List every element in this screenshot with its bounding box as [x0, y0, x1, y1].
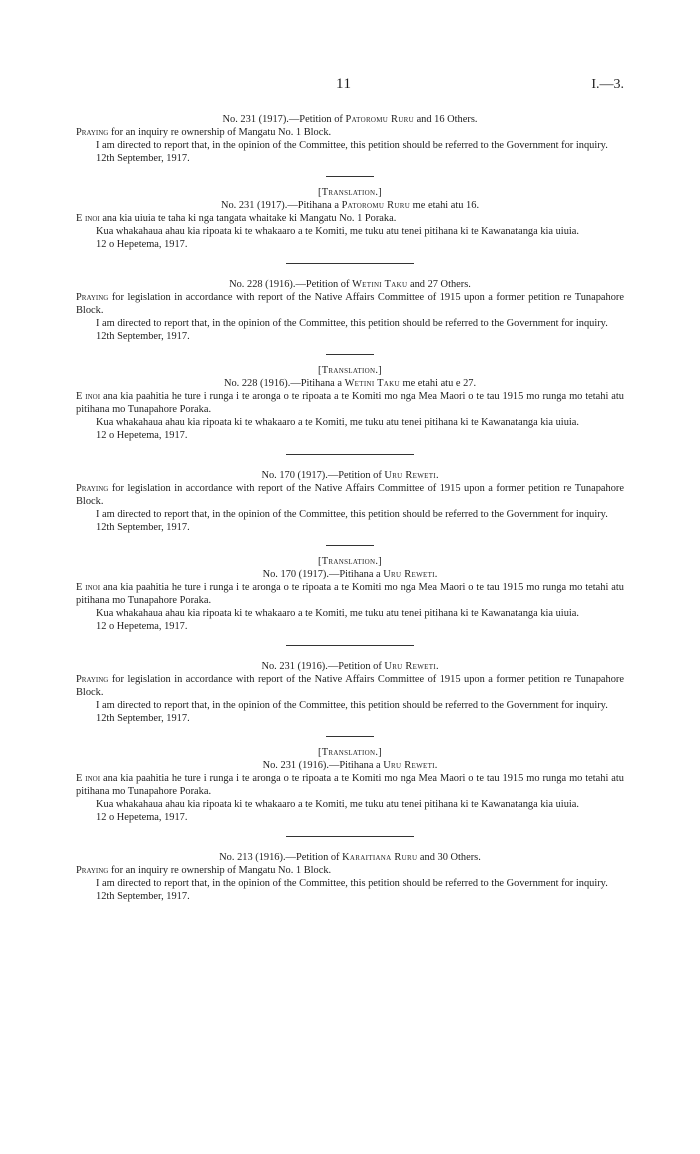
prayer-text: for legislation in accordance with report of the Native Affairs Committee of 1915 upon a former petition re Tunapahore Block. — [76, 483, 624, 507]
title-suffix: me etahi atu e 27. — [399, 378, 477, 389]
prayer-paragraph — [76, 291, 624, 317]
petitioner-name: Patoromu Ruru — [341, 200, 411, 211]
petitioner-name: Karaitiana Ruru — [342, 852, 418, 863]
report-paragraph: I am directed to report that, in the opinion of the Committee, this petition should be referred to the Government for inquiry. — [96, 878, 608, 889]
prayer-text: for an inquiry re ownership of Mangatu No. 1 Block. — [108, 865, 332, 876]
long-divider — [286, 263, 414, 264]
report-date: 12th September, 1917. — [96, 713, 190, 724]
prayer-lead: Praying — [76, 292, 109, 303]
prayer-lead: E inoi — [76, 213, 100, 224]
title-suffix: . — [435, 661, 439, 672]
long-divider — [286, 645, 414, 646]
long-divider — [286, 454, 414, 455]
prayer-lead: Praying — [76, 865, 109, 876]
petition-entry — [76, 469, 624, 646]
translation-title — [76, 199, 624, 212]
prayer-text: ana kia paahitia he ture i runga i te aronga o te ripoata a te Komiti mo nga Mea Maori o te tau 1915 mo runga mo tetahi atu pitihana mo Tunapahore Poraka. — [76, 582, 625, 606]
petitioner-name: Uru Reweti — [384, 470, 436, 481]
petition-entry — [76, 278, 624, 455]
prayer-paragraph — [76, 864, 624, 877]
translation-date: 12 o Hepetema, 1917. — [96, 812, 188, 823]
prayer-lead: Praying — [76, 483, 109, 494]
title-prefix: No. 213 (1916).—Petition of — [219, 852, 343, 863]
translation-prayer-paragraph — [76, 390, 624, 416]
translation-title — [76, 568, 624, 581]
long-divider — [286, 836, 414, 837]
title-prefix: No. 231 (1917).—Pitihana a — [220, 200, 342, 211]
title-prefix: No. 231 (1916).—Pitihana a — [262, 760, 384, 771]
title-suffix: . — [434, 569, 438, 580]
translation-title — [76, 377, 624, 390]
petitioner-name: Uru Reweti — [383, 760, 435, 771]
title-prefix: No. 231 (1916).—Petition of — [261, 661, 385, 672]
title-suffix: and 30 Others. — [417, 852, 481, 863]
page-content — [76, 113, 624, 903]
title-prefix: No. 170 (1917).—Petition of — [261, 470, 385, 481]
translation-title — [76, 759, 624, 772]
translation-report-paragraph: Kua whakahaua ahau kia ripoata ki te whakaaro a te Komiti, me tuku atu tenei pitihana ki te Kawanatanga kia uiuia. — [96, 226, 579, 237]
report-paragraph: I am directed to report that, in the opinion of the Committee, this petition should be referred to the Government for inquiry. — [96, 509, 608, 520]
report-date: 12th September, 1917. — [96, 522, 190, 533]
prayer-lead: E inoi — [76, 773, 101, 784]
prayer-paragraph — [76, 482, 624, 508]
prayer-paragraph — [76, 673, 624, 699]
prayer-paragraph — [76, 126, 624, 139]
petitioner-name: Wetini Taku — [344, 378, 400, 389]
translation-report-paragraph: Kua whakahaua ahau kia ripoata ki te whakaaro a te Komiti, me tuku atu tenei pitihana ki te Kawanatanga kia uiuia. — [96, 608, 579, 619]
prayer-text: ana kia paahitia he ture i runga i te aronga o te ripoata a te Komiti mo nga Mea Maori o te tau 1915 mo runga mo tetahi atu pitihana mo Tunapahore Poraka. — [76, 391, 625, 415]
short-divider — [326, 176, 374, 177]
report-date: 12th September, 1917. — [96, 331, 190, 342]
petition-title — [76, 113, 624, 126]
translation-date: 12 o Hepetema, 1917. — [96, 430, 188, 441]
title-suffix: . — [434, 760, 438, 771]
short-divider — [326, 736, 374, 737]
title-prefix: No. 228 (1916).—Pitihana a — [223, 378, 345, 389]
petition-title — [76, 278, 624, 291]
page-header — [0, 78, 700, 98]
translation-label: [Translation.] — [317, 365, 382, 376]
title-prefix: No. 228 (1916).—Petition of — [229, 279, 353, 290]
report-paragraph: I am directed to report that, in the opinion of the Committee, this petition should be referred to the Government for inquiry. — [96, 700, 608, 711]
prayer-lead: Praying — [76, 127, 109, 138]
translation-date: 12 o Hepetema, 1917. — [96, 621, 188, 632]
petition-title — [76, 660, 624, 673]
petition-title — [76, 469, 624, 482]
title-suffix: and 16 Others. — [413, 114, 478, 125]
translation-prayer-paragraph — [76, 772, 624, 798]
prayer-text: for legislation in accordance with report of the Native Affairs Committee of 1915 upon a former petition re Tunapahore Block. — [76, 674, 624, 698]
prayer-lead: E inoi — [76, 582, 101, 593]
title-prefix: No. 170 (1917).—Pitihana a — [262, 569, 384, 580]
report-paragraph: I am directed to report that, in the opinion of the Committee, this petition should be referred to the Government for inquiry. — [96, 140, 608, 151]
translation-prayer-paragraph — [76, 212, 624, 225]
petition-entry — [76, 113, 624, 264]
report-paragraph: I am directed to report that, in the opinion of the Committee, this petition should be referred to the Government for inquiry. — [96, 318, 608, 329]
petition-entry — [76, 851, 624, 903]
prayer-lead: E inoi — [76, 391, 101, 402]
title-suffix: and 27 Others. — [407, 279, 471, 290]
petition-entry — [76, 660, 624, 837]
translation-label: [Translation.] — [317, 187, 382, 198]
title-suffix: me etahi atu 16. — [410, 200, 480, 211]
title-suffix: . — [435, 470, 439, 481]
petitioner-name: Uru Reweti — [384, 661, 436, 672]
petition-title — [76, 851, 624, 864]
document-reference: I.—3. — [591, 77, 624, 92]
page-number: 11 — [336, 76, 352, 92]
title-prefix: No. 231 (1917).—Petition of — [222, 114, 346, 125]
short-divider — [326, 354, 374, 355]
petitioner-name: Wetini Taku — [352, 279, 408, 290]
report-date: 12th September, 1917. — [96, 891, 190, 902]
prayer-lead: Praying — [76, 674, 109, 685]
translation-report-paragraph: Kua whakahaua ahau kia ripoata ki te whakaaro a te Komiti, me tuku atu tenei pitihana ki te Kawanatanga kia uiuia. — [96, 799, 579, 810]
report-date: 12th September, 1917. — [96, 153, 190, 164]
prayer-text: ana kia paahitia he ture i runga i te aronga o te ripoata a te Komiti mo nga Mea Maori o te tau 1915 mo runga mo tetahi atu pitihana mo Tunapahore Poraka. — [76, 773, 625, 797]
translation-label: [Translation.] — [317, 556, 382, 567]
translation-date: 12 o Hepetema, 1917. — [96, 239, 188, 250]
short-divider — [326, 545, 374, 546]
prayer-text: for an inquiry re ownership of Mangatu No. 1 Block. — [108, 127, 332, 138]
translation-report-paragraph: Kua whakahaua ahau kia ripoata ki te whakaaro a te Komiti, me tuku atu tenei pitihana ki te Kawanatanga kia uiuia. — [96, 417, 579, 428]
translation-label: [Translation.] — [317, 747, 382, 758]
petitioner-name: Patoromu Ruru — [345, 114, 414, 125]
translation-prayer-paragraph — [76, 581, 624, 607]
petitioner-name: Uru Reweti — [383, 569, 435, 580]
prayer-text: for legislation in accordance with report of the Native Affairs Committee of 1915 upon a former petition re Tunapahore Block. — [76, 292, 624, 316]
prayer-text: ana kia uiuia te taha ki nga tangata whaitake ki Mangatu No. 1 Poraka. — [99, 213, 397, 224]
